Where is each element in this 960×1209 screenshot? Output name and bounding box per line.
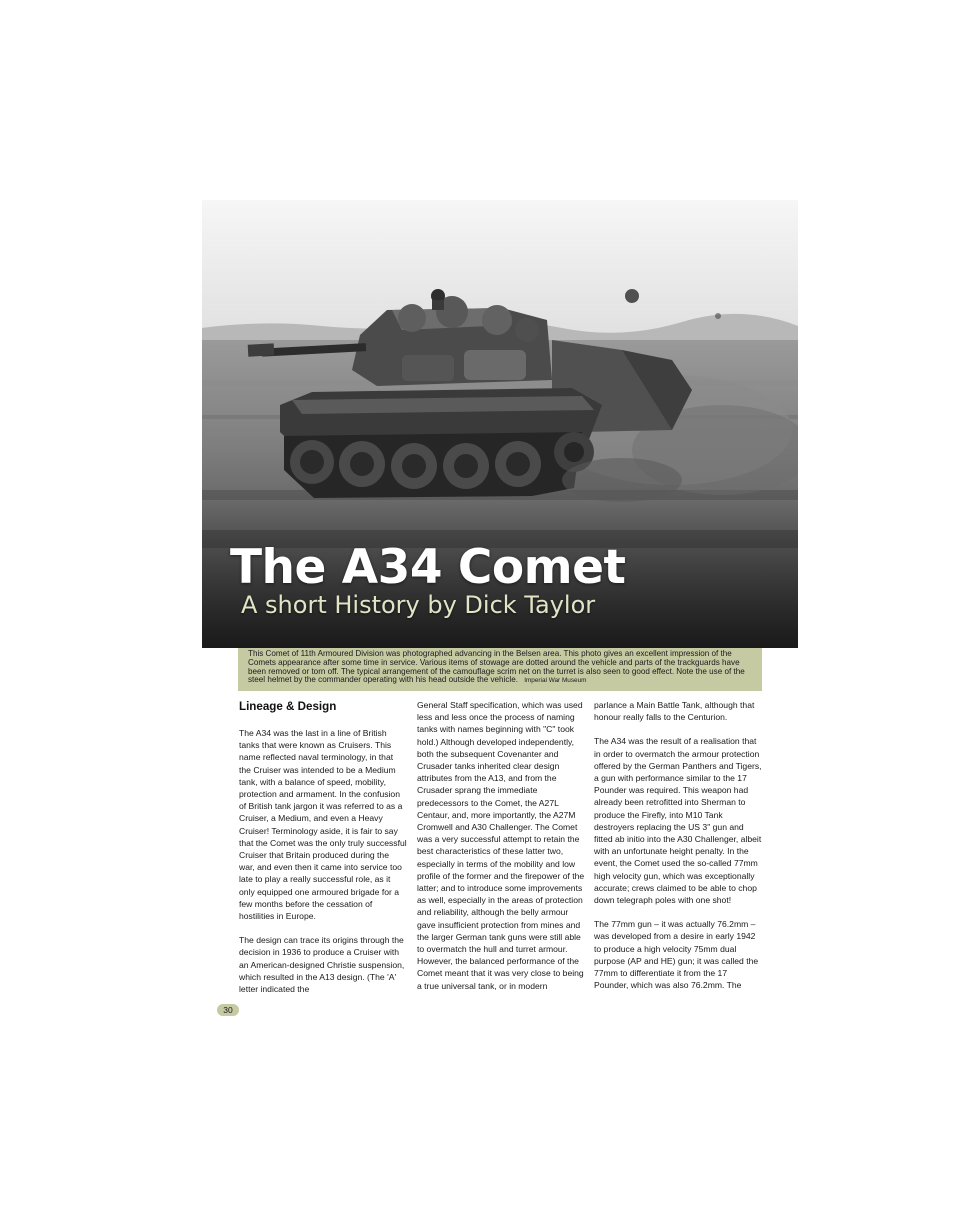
text-column-3 bbox=[594, 698, 762, 1003]
paragraph: The A34 was the last in a line of British tanks that were known as Cruisers. This name reflected naval terminology, in that the Cruiser was intended to be a Medium tank, with a balance of speed, mobility, protection and armament. In the confusion of British tank jargon it was referred to as a Cruiser, a Medium, and even a Heavy Cruiser! Terminology aside, it is fair to say that the Comet was the only truly successful Cruiser that Britain produced during the war, and even then it came into service too late to play a really successful role, as it only equipped one armoured brigade for a few months before the cessation of hostilities in Europe. bbox=[239, 728, 407, 922]
paragraph: The design can trace its origins through the decision in 1936 to produce a Cruiser with an American-designed Christie suspension, which resulted in the A13 design. (The 'A' letter indicated the bbox=[239, 935, 405, 995]
paragraph: General Staff specification, which was used less and less once the process of naming tanks with names beginning with "C" took hold.) Although developed independently, both the subsequent Covenanter and Crusader tanks inherited clear design attributes from the A13, and from the Crusader sprang the immediate predecessors to the Comet, the A27L Centaur, and, more importantly, the A27M Cromwell and A30 Challenger. The Comet was a very successful attempt to retain the best characteristics of these latter two, especially in terms of the mobility and low profile of the former and the firepower of the latter; and to introduce some improvements as well, especially in the areas of protection and reliability, although the belly armour gave insufficient protection from mines and the larger German tank guns were still able to overmatch the hull and turret armour. However, the balanced performance of the Comet meant that it was very close to being a true universal tank, or in modern bbox=[417, 700, 585, 991]
section-heading: Lineage & Design bbox=[239, 700, 337, 713]
article-title: The A34 Comet bbox=[230, 540, 626, 595]
article-subtitle: A short History by Dick Taylor bbox=[241, 591, 596, 619]
text-column-2 bbox=[417, 698, 585, 1004]
caption-text: This Comet of 11th Armoured Division was photographed advancing in the Belsen area. This photo gives an excellent impression of the Comets appearance after some time in service. Various items of stowage are dotted around the vehicle and parts of the trackguards have been removed or torn off. The typical arrangement of the camouflage scrim net on the turret is also seen to good effect. Note the use of the steel helmet by the commander operating with his head outside the vehicle. bbox=[248, 649, 745, 685]
paragraph: The A34 was the result of a realisation that in order to overmatch the armour protection offered by the German Panthers and Tigers, a gun with performance similar to the 17 Pounder was required. This weapon had already been retrofitted into Sherman to produce the Firefly, into M10 Tank destroyers replacing the US 3" gun and fitted ab initio into the A30 Challenger, albeit with an unfortunate height penalty. In the event, the Comet used the so-called 77mm high velocity gun, which was exceptionally accurate; crews claimed to be able to chop down telegraph poles with one shot! bbox=[594, 736, 762, 906]
photo-caption bbox=[238, 648, 762, 691]
text-column-1 bbox=[239, 698, 407, 1007]
page-number: 30 bbox=[217, 1004, 239, 1016]
paragraph: The 77mm gun – it was actually 76.2mm – was developed from a desire in early 1942 to produce a high velocity 75mm dual purpose (AP and HE) gun; it was called the 77mm to differentiate it from the 17 Pounder, which was also 76.2mm. The bbox=[594, 919, 759, 991]
paragraph: parlance a Main Battle Tank, although that honour really falls to the Centurion. bbox=[594, 700, 755, 723]
caption-credit: Imperial War Museum bbox=[524, 677, 587, 685]
